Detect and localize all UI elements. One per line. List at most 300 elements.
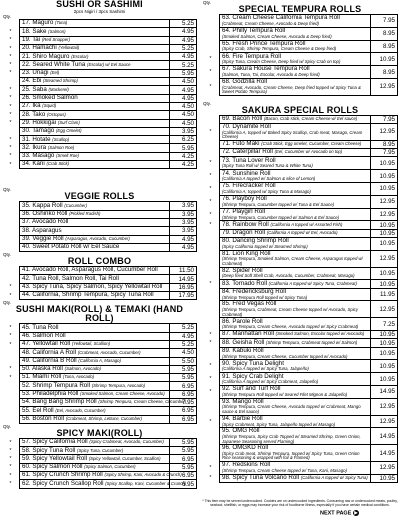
item-price: 11.95 xyxy=(371,288,398,301)
item-name: 68. Godzilla Roll xyxy=(222,77,268,85)
menu-row xyxy=(2,210,197,218)
item-name: 66. Fire Tempura Roll xyxy=(222,52,282,60)
item-name: 50. Alaska Roll xyxy=(22,365,65,373)
menu-row xyxy=(2,119,197,127)
item-description: (Shrimp Tempura, Avocado) xyxy=(91,382,146,388)
item-price: 10.95 xyxy=(371,221,398,229)
item-name: 63. Cream Cheese California Tempura Roll xyxy=(222,14,340,22)
menu-item xyxy=(20,340,170,348)
raw-warning-mark: * xyxy=(9,28,12,35)
item-price: 12.95 xyxy=(371,195,398,208)
raw-warning-mark xyxy=(2,20,20,28)
raw-warning-mark xyxy=(202,149,220,157)
raw-warning-mark: * xyxy=(209,418,212,425)
menu-row xyxy=(2,349,197,357)
item-name: 52. Shrimp Tempura Roll xyxy=(22,381,92,389)
menu-row xyxy=(2,94,197,102)
item-price: 10.95 xyxy=(371,183,398,196)
section-spicy xyxy=(2,424,197,489)
menu-item xyxy=(20,152,170,160)
item-description: (Eel, Avocado, Cucumber) xyxy=(55,407,106,413)
item-description: (Bacon, Crab stick, Cream Cheese w/ Eel sauce) xyxy=(263,116,358,122)
raw-warning-mark: * xyxy=(209,281,212,288)
item-price: 5.25 xyxy=(170,44,197,52)
menu-row xyxy=(202,183,398,196)
raw-warning-mark xyxy=(202,398,220,415)
item-name: 73. Tuna Lover Roll xyxy=(222,156,276,164)
menu-row xyxy=(202,373,398,386)
menu-item xyxy=(220,339,371,347)
item-description: (Tuna, Avocado) xyxy=(62,374,95,380)
item-description: (Crabmeat, Avocado, Cream Cheese, Deep fried topped w/ Spicy Tuna & Sweet Potato Tempura) xyxy=(222,84,361,95)
item-description: (Salmon) xyxy=(48,28,66,34)
item-price: 4.95 xyxy=(170,86,197,94)
menu-item xyxy=(20,218,170,226)
menu-item xyxy=(20,390,170,398)
menu-row xyxy=(202,15,398,28)
raw-warning-mark xyxy=(2,398,20,406)
item-price: 5.95 xyxy=(170,438,197,446)
section-subtitle: 2pcs Nigiri / 3pcs Sashimi xyxy=(73,9,126,14)
raw-warning-mark: * xyxy=(9,95,12,102)
item-name: 41. Avocado Roll, Asparagus Roll, Cucumber Roll xyxy=(22,266,158,274)
menu-row xyxy=(202,238,398,251)
item-price: 6.25 xyxy=(170,136,197,144)
raw-warning-mark: * xyxy=(209,173,212,180)
item-description: (California A topped w/ Spicy Crabmeat, Jalapeño) xyxy=(222,379,319,385)
item-price: 3.95 xyxy=(170,127,197,135)
qty-label: Qty. xyxy=(3,14,11,19)
item-price: 10.95 xyxy=(371,360,398,373)
menu-row xyxy=(202,229,398,237)
item-name: 90. Spicy Tuna Delight xyxy=(222,359,284,367)
item-name: 43. Spicy Tuna, Spicy Salmon, Spicy Yellowtail Roll xyxy=(22,283,163,291)
menu-row xyxy=(2,340,197,348)
item-price: 12.95 xyxy=(371,461,398,474)
item-name: 92. Surf and Turf Roll xyxy=(222,385,281,393)
menu-row xyxy=(202,386,398,399)
item-price: 14.95 xyxy=(371,428,398,445)
raw-warning-mark xyxy=(2,415,20,423)
menu-item xyxy=(20,374,170,382)
item-name: 25. Saba xyxy=(22,85,49,93)
item-description: (Smoked Salmon, Cream Cheese, Avocado) xyxy=(80,391,165,397)
raw-warning-mark xyxy=(202,40,220,53)
menu-row xyxy=(202,360,398,373)
item-price: 4.95 xyxy=(170,28,197,36)
qty-label: Qty. xyxy=(3,252,11,258)
item-name: 78. Rainbow Roll xyxy=(222,220,271,228)
menu-item xyxy=(220,301,371,318)
menu-row xyxy=(202,40,398,53)
menu-row xyxy=(202,415,398,428)
menu-item xyxy=(20,86,170,94)
item-name: 17. Maguro xyxy=(22,19,56,27)
item-name: 81. Lion King Roll xyxy=(222,249,271,257)
item-description: (Steamed Shrimp) xyxy=(42,78,78,84)
item-name: 22. Seared White Tuna xyxy=(22,60,88,68)
menu-row xyxy=(2,44,197,52)
menu-item xyxy=(220,373,371,386)
item-description: (Shrimp Tempura, Crabmeat topped w/ Salmon) xyxy=(266,339,358,345)
item-price: 10.95 xyxy=(371,53,398,66)
item-description: (California A, Masago) xyxy=(78,357,121,363)
menu-item xyxy=(20,463,170,471)
menu-row xyxy=(2,455,197,463)
item-description: (California A topped w/ Spicy Tuna, Crabmeat) xyxy=(268,280,357,286)
item-price: 4.95 xyxy=(170,235,197,243)
menu-item xyxy=(20,267,170,275)
menu-item xyxy=(220,78,371,95)
item-description: (Shrimp Tempura, Smoked Salmon, Cream Cheese, Asparagus topped w/ Crabmeat) xyxy=(222,256,363,266)
item-description: (Octopus) xyxy=(47,111,66,117)
item-description: (Shrimp Tempura, Cream Cheese, Avocado topped w/ Crabmeat, Mango sauce & Eel sauce) xyxy=(222,404,361,415)
menu-row xyxy=(202,280,398,288)
arrow-right-icon: ▶ xyxy=(354,510,358,515)
item-description: (California A topped w/ Assorted Fish) xyxy=(270,221,343,227)
item-name: 64. Philly Tempura Roll xyxy=(222,27,286,35)
raw-warning-mark: * xyxy=(9,37,12,44)
raw-warning-mark: * xyxy=(209,198,212,205)
raw-warning-mark xyxy=(202,238,220,251)
menu-row xyxy=(2,78,197,86)
raw-warning-mark xyxy=(202,288,220,301)
item-description: (Smoked Salmon, Cream Cheese, Avocado & Deep fried) xyxy=(222,33,332,39)
menu-row xyxy=(2,136,197,144)
menu-row xyxy=(2,235,197,243)
menu-table xyxy=(202,115,398,483)
menu-item xyxy=(20,415,170,423)
item-price: 10.95 xyxy=(371,229,398,237)
menu-row xyxy=(2,267,197,275)
item-description: (Escolar) xyxy=(71,53,89,59)
menu-row xyxy=(2,161,197,169)
menu-item xyxy=(220,66,371,79)
menu-row xyxy=(202,140,398,148)
item-description: (Smelt Roe) xyxy=(56,153,79,159)
item-price: 10.95 xyxy=(371,238,398,251)
menu-item xyxy=(220,250,371,267)
menu-item xyxy=(20,365,170,373)
item-name: 24. Ebi xyxy=(22,77,43,85)
item-description: (California A, topped w/ Spicy Tuna & Masago) xyxy=(222,188,311,194)
raw-warning-mark xyxy=(2,227,20,235)
menu-row xyxy=(2,472,197,480)
item-description: (Spicy Tuna, Cucumber) xyxy=(77,447,124,453)
menu-item xyxy=(220,280,371,288)
raw-warning-mark xyxy=(202,267,220,280)
item-description: (Deep fried Soft Shell Crab, Avocado, Cucumber, Crabmeat, Masago) xyxy=(222,273,355,279)
item-description: (Escolar) w/ Eel Sauce xyxy=(87,61,131,67)
item-price: 10.95 xyxy=(371,157,398,170)
menu-row xyxy=(2,480,197,488)
item-name: 55. Eel Roll xyxy=(22,406,56,414)
raw-warning-mark: * xyxy=(9,333,12,340)
item-name: 49. California B Roll xyxy=(22,356,79,364)
raw-warning-mark: * xyxy=(209,56,212,63)
item-name: 82. Spider Roll xyxy=(222,266,263,274)
item-price: 10.95 xyxy=(371,331,398,339)
next-page-label: NEXT PAGE xyxy=(320,510,352,517)
item-name: 26. Smoked Salmon xyxy=(22,94,78,102)
menu-item xyxy=(220,53,371,66)
menu-item xyxy=(20,292,170,300)
menu-row xyxy=(2,243,197,251)
item-price: 12.95 xyxy=(371,301,398,318)
menu-item xyxy=(20,119,170,127)
item-price: 5.95 xyxy=(170,447,197,455)
item-name: 19. Tai xyxy=(22,35,42,43)
menu-item xyxy=(220,445,371,462)
item-name: 36. Oshinko Roll xyxy=(22,209,70,217)
menu-item xyxy=(20,447,170,455)
item-price: 4.95 xyxy=(170,243,197,251)
raw-warning-mark: * xyxy=(209,160,212,167)
item-price: 4.25 xyxy=(170,161,197,169)
item-price: 5.25 xyxy=(170,324,197,332)
item-name: 27. Ika xyxy=(22,102,43,110)
section-title: SPECIAL TEMPURA ROLLS xyxy=(238,4,362,14)
qty-label: Qty. xyxy=(3,300,11,306)
item-name: 32. Ikura xyxy=(22,143,48,151)
raw-warning-mark xyxy=(2,357,20,365)
raw-warning-mark: * xyxy=(209,211,212,218)
item-price: 8.95 xyxy=(371,140,398,148)
menu-row xyxy=(2,36,197,44)
item-price: 10.95 xyxy=(371,474,398,482)
item-name: 88. Geisha Roll xyxy=(222,338,267,346)
item-description: (California A topped w/ Salmon & slice of Lemon) xyxy=(222,176,316,182)
menu-row xyxy=(2,61,197,69)
item-description: (Spicy Yellowtail, Cucumber, Scallion) xyxy=(88,455,161,461)
item-name: 56. Boston Roll xyxy=(22,414,66,422)
menu-item xyxy=(20,438,170,446)
item-price: 12.95 xyxy=(371,415,398,428)
item-price: 10.95 xyxy=(371,170,398,183)
menu-item xyxy=(220,318,371,331)
raw-warning-mark xyxy=(2,127,20,135)
menu-row xyxy=(2,28,197,36)
menu-row xyxy=(2,382,197,390)
menu-item xyxy=(20,61,170,69)
section-title: SUSHI MAKI(ROLL) & TEMAKI (HAND ROLL) xyxy=(15,304,184,324)
raw-warning-mark xyxy=(2,243,20,251)
raw-warning-mark xyxy=(2,202,20,210)
menu-item xyxy=(20,94,170,102)
menu-row xyxy=(2,202,197,210)
menu-row xyxy=(2,152,197,160)
item-description: (California A, topped w/ Baked Spicy Scallop, Crab meat, Masago, Cream Cheese) xyxy=(222,129,363,140)
menu-item xyxy=(220,461,371,474)
item-price: 4.50 xyxy=(170,102,197,110)
item-description: (Red Snapper) xyxy=(41,36,71,42)
raw-warning-mark xyxy=(202,301,220,318)
item-description: (Crabmeat, Shrimp, Lettuce, Cucumber) xyxy=(65,415,143,421)
menu-table xyxy=(2,19,197,169)
item-description: (California A topped w/ Eel, Avocado) xyxy=(266,230,338,236)
menu-item xyxy=(220,331,371,339)
item-name: 91. Spicy Crab Delight xyxy=(222,372,284,380)
section-title: ROLL COMBO xyxy=(67,256,132,267)
menu-row xyxy=(2,218,197,226)
menu-row xyxy=(202,398,398,415)
raw-warning-mark xyxy=(202,318,220,331)
item-name: 62. Spicy Crunch Scallop Roll xyxy=(22,479,106,487)
menu-item xyxy=(220,183,371,196)
menu-row xyxy=(202,27,398,40)
item-name: 38. Asparagus xyxy=(22,226,62,234)
item-name: 72. Caterpillar Roll xyxy=(222,148,275,156)
menu-table xyxy=(2,266,197,300)
raw-warning-mark: * xyxy=(209,363,212,370)
item-name: 97. Redskins Roll xyxy=(222,461,271,469)
raw-warning-mark: * xyxy=(9,447,12,454)
item-description: (Shrimp Tempura, Spicy Crab Topped w/ Steamed Shrimp, Green Onion, Japanese Seasoning served Flaming) xyxy=(222,434,361,444)
menu-item xyxy=(20,78,170,86)
menu-row xyxy=(202,78,398,95)
item-name: 20. Hamachi xyxy=(22,44,59,52)
menu-item xyxy=(20,44,170,52)
menu-row xyxy=(2,407,197,415)
menu-item xyxy=(220,124,371,141)
item-price: 3.95 xyxy=(170,227,197,235)
menu-row xyxy=(2,275,197,283)
item-price: 5.95 xyxy=(170,144,197,152)
menu-item xyxy=(20,202,170,210)
raw-warning-mark xyxy=(202,27,220,40)
item-name: 85. Fred Vegas Roll xyxy=(222,300,277,308)
raw-warning-mark: * xyxy=(9,481,12,487)
qty-label: Qty. xyxy=(203,100,211,106)
raw-warning-mark: * xyxy=(209,128,212,135)
raw-warning-mark: * xyxy=(209,69,212,76)
menu-item xyxy=(20,479,187,488)
raw-warning-mark xyxy=(202,15,220,28)
menu-row xyxy=(202,195,398,208)
item-name: 44. California, Shrimp Tempura, Spicy Tuna Roll xyxy=(22,291,154,299)
item-description: (Asparagus, Avocado, Cucumber) xyxy=(65,235,130,241)
item-description: (Shrimp Tempura, Cream Cheese, Avocado topped w/ Spicy Crabmeat) xyxy=(222,324,359,330)
menu-item xyxy=(220,238,371,251)
item-description: (California A topped w/ Spicy Tuna) xyxy=(300,475,368,481)
item-price: 4.95 xyxy=(170,36,197,44)
menu-row xyxy=(202,124,398,141)
menu-row xyxy=(2,365,197,373)
menu-item xyxy=(220,386,371,399)
menu-row xyxy=(202,250,398,267)
item-description: (Tuna) xyxy=(55,20,68,26)
item-description: (Shrimp Tempura Roll topped w/ Spicy Tuna) xyxy=(222,294,308,300)
item-price: 10.95 xyxy=(371,373,398,386)
raw-warning-mark xyxy=(2,210,20,218)
item-name: 42. Tuna Roll, Salmon Roll, Tai Roll xyxy=(22,274,119,282)
item-name: 40. Sweet Potato Roll w/ Eel Sauce xyxy=(22,243,120,251)
item-price: 7.95 xyxy=(170,398,197,406)
item-description: (Yellowtail, Scallion) xyxy=(71,341,111,347)
left-column xyxy=(2,0,197,489)
item-price: 4.50 xyxy=(170,119,197,127)
menu-item xyxy=(20,102,170,110)
raw-warning-mark xyxy=(2,78,20,86)
item-price: 5.95 xyxy=(170,374,197,382)
item-name: 61. Spicy Crunch Shrimp Roll xyxy=(22,471,105,479)
item-description: (Shrimp Tempura Roll topped w/ Seared Filet Mignon & Jalapeño) xyxy=(222,391,348,397)
item-name: 94. Barbie Roll xyxy=(222,414,263,422)
menu-item xyxy=(20,324,170,332)
item-description: (Spicy Shrimp, Kani, Avocado & Crunch) xyxy=(104,472,182,478)
raw-warning-mark: * xyxy=(9,153,12,160)
item-description: (California A topped w/ Spicy Tuna, Jalapeño) xyxy=(222,366,309,372)
item-price: 7.95 xyxy=(371,149,398,157)
menu-row xyxy=(202,149,398,157)
item-name: 57. Spicy California Roll xyxy=(22,438,90,446)
item-price: 12.95 xyxy=(371,208,398,221)
menu-row xyxy=(202,331,398,339)
item-price: 4.95 xyxy=(170,332,197,340)
menu-row xyxy=(2,292,197,300)
menu-item xyxy=(20,20,170,28)
menu-row xyxy=(202,428,398,445)
footnote: * This item may be served undercooked. Cookies are on undercooked ingredients. Consuming raw or undercooked meats, poultry, seafood, shellfish, or eggs may increase your risk of foodborne illness, especially if you have certain medical conditions. xyxy=(202,499,398,507)
item-description: (Spicy Crab, Shrimp Tempura, Cream Cheese & Deep fried) xyxy=(222,46,337,52)
item-description: (Egg Omelet) xyxy=(55,128,82,134)
item-name: 54. Bang Bang Shrimp Roll xyxy=(22,398,99,406)
item-price: 10.95 xyxy=(371,347,398,360)
menu-item xyxy=(220,195,371,208)
item-description: (Spicy California topped w/ Steamed Shrimp) xyxy=(222,243,308,249)
menu-row xyxy=(202,347,398,360)
raw-warning-mark xyxy=(2,218,20,226)
raw-warning-mark: * xyxy=(9,103,12,110)
item-price: 10.95 xyxy=(371,339,398,347)
item-description: (Salmon Roe) xyxy=(47,144,75,150)
menu-item xyxy=(20,136,170,144)
qty-label: Qty. xyxy=(3,187,11,193)
menu-row xyxy=(2,283,197,291)
menu-item xyxy=(20,332,170,340)
menu-item xyxy=(20,210,170,218)
menu-row xyxy=(2,20,197,28)
menu-row xyxy=(2,415,197,423)
item-price: 12.95 xyxy=(371,250,398,267)
raw-warning-mark xyxy=(2,267,20,275)
raw-warning-mark xyxy=(2,407,20,415)
item-price: 5.95 xyxy=(170,69,197,77)
raw-warning-mark: * xyxy=(9,111,12,118)
menu-item xyxy=(220,347,371,360)
menu-row xyxy=(202,288,398,301)
raw-warning-mark: * xyxy=(209,475,212,482)
raw-warning-mark: * xyxy=(9,136,12,143)
item-name: 46. Salmon Roll xyxy=(22,331,66,339)
item-price: 16.95 xyxy=(170,283,197,291)
raw-warning-mark: * xyxy=(209,340,212,346)
item-description: (Yellowtail) xyxy=(58,45,80,51)
menu-row xyxy=(2,53,197,61)
menu-table xyxy=(2,438,197,489)
item-description: (Salmon, Tuna, Tai, Escolar, Avocado & Deep fried) xyxy=(222,72,320,78)
menu-item xyxy=(20,69,170,77)
item-price: 5.95 xyxy=(170,463,197,471)
item-price: 14.95 xyxy=(170,275,197,283)
item-price: 11.50 xyxy=(170,267,197,275)
menu-item xyxy=(220,288,371,301)
item-price: 7.95 xyxy=(371,115,398,123)
item-price: 4.50 xyxy=(170,78,197,86)
item-price: 6.95 xyxy=(170,382,197,390)
next-page-link[interactable] xyxy=(320,510,359,516)
section-maki xyxy=(2,300,197,424)
